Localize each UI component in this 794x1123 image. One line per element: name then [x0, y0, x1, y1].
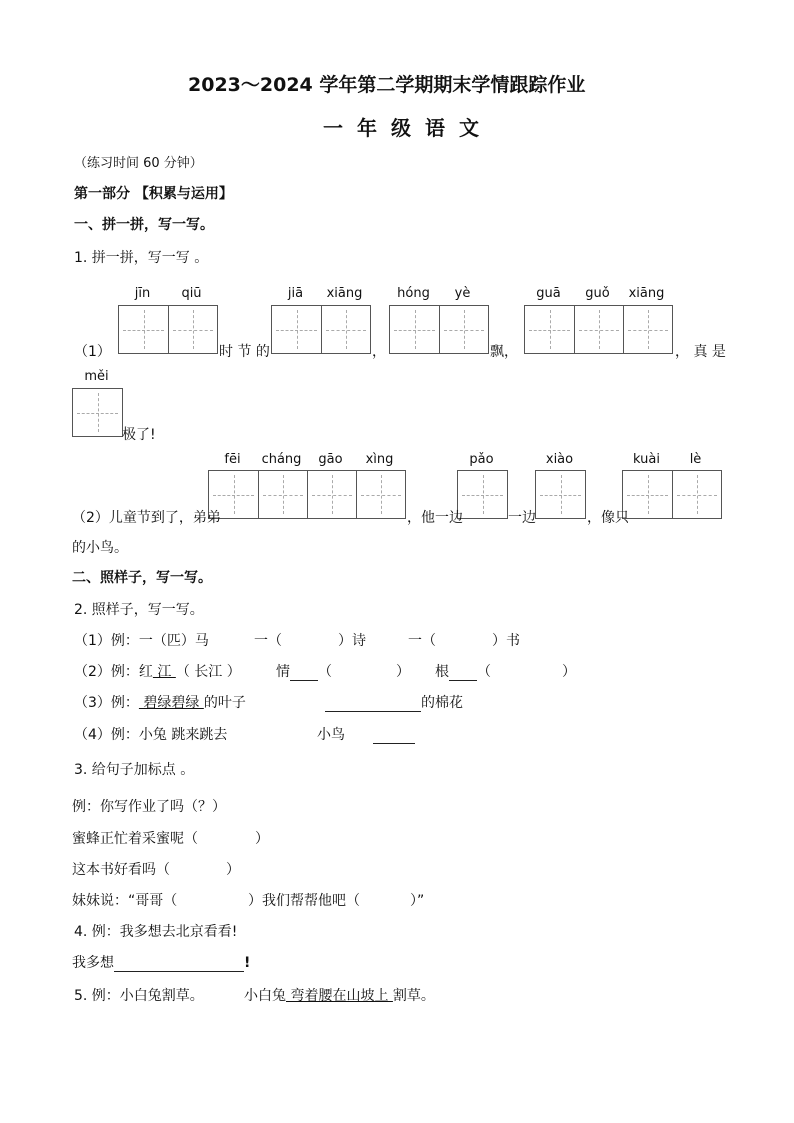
example-line	[74, 661, 241, 681]
exercise-text: 这本书好看吗（	[72, 862, 170, 878]
example-answer: （ 长江 ）	[175, 664, 241, 680]
sentence-text: 一边	[508, 510, 536, 526]
grid-cell[interactable]	[525, 306, 574, 353]
grid-cell[interactable]	[439, 306, 488, 353]
writing-grid[interactable]	[208, 470, 406, 519]
exercise-line	[435, 661, 491, 681]
example-text: （1）例：一（匹）马	[74, 633, 209, 649]
example-text: （4）例：小兔 跳来跳去	[74, 727, 228, 743]
exercise-text: ）	[226, 862, 240, 878]
sentence-text: 时 节 的	[219, 344, 270, 360]
grid-cell[interactable]	[258, 471, 307, 518]
exercise-suffix: 割草。	[392, 988, 435, 1004]
time-note: （练习时间 60 分钟）	[74, 156, 203, 171]
answer-blank[interactable]	[114, 955, 244, 972]
exercise-line	[72, 952, 250, 972]
exercise-line	[276, 661, 332, 681]
writing-grid[interactable]	[524, 305, 673, 354]
pinyin-label: xìng	[365, 452, 394, 467]
writing-grid[interactable]	[535, 470, 586, 519]
exercise-line	[325, 692, 463, 712]
exercise-prefix: 我多想	[72, 955, 114, 971]
example-underlined-phrase: 弯着腰在山坡上	[286, 988, 393, 1004]
sentence-text: 飘，	[490, 344, 518, 360]
exercise-text: ）	[396, 664, 410, 680]
document-subtitle: 一年级语文	[323, 116, 493, 140]
pinyin-label: gāo	[318, 452, 343, 467]
exercise-paren: （	[477, 664, 491, 680]
grid-cell[interactable]	[458, 471, 507, 518]
grid-cell[interactable]	[168, 306, 217, 353]
exercise-text: 妹妹说：“哥哥（	[72, 893, 178, 909]
exercise-text: 蜜蜂正忙着采蜜呢（	[72, 831, 198, 847]
exercise-line	[244, 985, 435, 1005]
grid-cell[interactable]	[119, 306, 168, 353]
exercise-suffix: 的棉花	[421, 695, 463, 711]
pinyin-label: lè	[689, 452, 702, 467]
writing-grid[interactable]	[622, 470, 722, 519]
exercise-text: 一（	[254, 633, 282, 649]
exercise-char: 根	[435, 664, 449, 680]
pinyin-label: měi	[84, 369, 109, 384]
grid-cell[interactable]	[356, 471, 405, 518]
grid-cell[interactable]	[672, 471, 721, 518]
document-title: 2023～2024 学年第二学期期末学情跟踪作业	[188, 74, 586, 96]
sentence-text: 的小鸟。	[72, 540, 128, 556]
pinyin-label: xiāng	[628, 286, 665, 301]
pinyin-label: xiāng	[326, 286, 363, 301]
exercise-word: 小鸟	[317, 727, 345, 743]
exercise-suffix: !	[244, 955, 251, 971]
pinyin-label: fēi	[224, 452, 241, 467]
sentence-text: ，像只	[587, 510, 629, 526]
sentence-text: 极了!	[122, 427, 156, 443]
exercise-text: ）	[255, 831, 269, 847]
exercise-text: 一（	[408, 633, 436, 649]
grid-cell[interactable]	[272, 306, 321, 353]
sentence-number: （1）	[74, 344, 111, 360]
question-2-label: 2. 照样子，写一写。	[74, 602, 204, 618]
example-prefix: （3）例：	[74, 695, 139, 711]
sentence-text: （2）儿童节到了，弟弟	[72, 510, 221, 526]
pinyin-label: jīn	[134, 286, 151, 301]
pinyin-label: xiào	[545, 452, 574, 467]
writing-grid[interactable]	[271, 305, 371, 354]
pinyin-label: hóng	[397, 286, 430, 301]
grid-cell[interactable]	[307, 471, 356, 518]
question-1-label: 1. 拼一拼，写一写 。	[74, 250, 209, 266]
example-underlined-word: 碧绿碧绿	[138, 695, 204, 711]
grid-cell[interactable]	[390, 306, 439, 353]
exercise-text: ）”	[410, 893, 425, 909]
writing-grid[interactable]	[118, 305, 218, 354]
grid-cell[interactable]	[321, 306, 370, 353]
writing-grid[interactable]	[72, 388, 123, 437]
writing-grid[interactable]	[457, 470, 508, 519]
writing-grid[interactable]	[389, 305, 489, 354]
pinyin-label: qiū	[181, 286, 202, 301]
grid-cell[interactable]	[623, 306, 672, 353]
exercise-line	[317, 724, 415, 744]
example-underlined-word: 江	[152, 664, 176, 680]
question-5-label: 5. 例：小白兔割草。	[74, 988, 204, 1004]
pinyin-label: guǒ	[585, 286, 610, 301]
answer-blank[interactable]	[325, 695, 421, 712]
question-4-label: 4. 例：我多想去北京看看!	[74, 924, 238, 940]
grid-cell[interactable]	[536, 471, 585, 518]
pinyin-label: cháng	[261, 452, 302, 467]
exercise-paren: （	[318, 664, 332, 680]
answer-blank[interactable]	[449, 664, 477, 681]
pinyin-label: guā	[536, 286, 561, 301]
pinyin-label: yè	[454, 286, 471, 301]
exercise-text: ）	[562, 664, 576, 680]
exercise-char: 情	[276, 664, 290, 680]
example-text: 例：你写作业了吗（？）	[72, 799, 226, 815]
example-line	[74, 692, 246, 712]
pinyin-label: jiā	[287, 286, 304, 301]
pinyin-label: kuài	[633, 452, 660, 467]
sentence-text: ，	[372, 344, 386, 360]
section2-heading: 二、照样子，写一写。	[72, 570, 212, 586]
part1-heading: 第一部分 【积累与运用】	[74, 186, 233, 202]
section1-heading: 一、拼一拼，写一写。	[74, 217, 214, 233]
example-suffix: 的叶子	[203, 695, 246, 711]
sentence-text: ， 真 是	[675, 344, 726, 360]
exercise-text: ）我们帮帮他吧（	[248, 893, 360, 909]
exercise-text: ）书	[492, 633, 520, 649]
answer-blank[interactable]	[373, 727, 415, 744]
grid-cell[interactable]	[623, 471, 672, 518]
exercise-text: ）诗	[338, 633, 366, 649]
question-3-label: 3. 给句子加标点 。	[74, 762, 195, 778]
grid-cell[interactable]	[73, 389, 122, 436]
pinyin-label: pǎo	[469, 452, 494, 467]
exercise-prefix: 小白兔	[244, 988, 286, 1004]
sentence-text: ，他一边	[407, 510, 463, 526]
example-prefix: （2）例：红	[74, 664, 153, 680]
grid-cell[interactable]	[574, 306, 623, 353]
answer-blank[interactable]	[290, 664, 318, 681]
